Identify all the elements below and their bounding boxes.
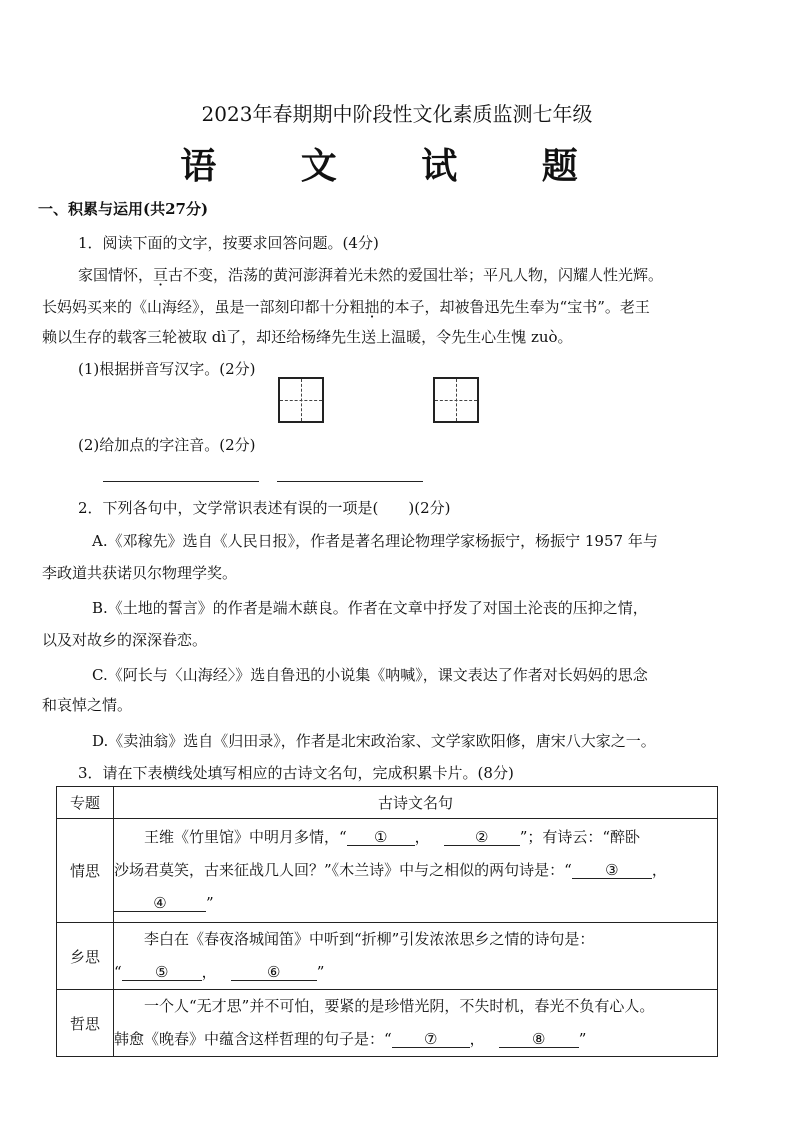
- q2-option-c-line2: 和哀悼之情。: [42, 696, 133, 714]
- dotted-char-2: 拙: [364, 298, 380, 316]
- blank-8[interactable]: ⑧: [499, 1032, 579, 1048]
- q1-passage-line1: 家国情怀，亘古不变，浩荡的黄河澎湃着光未然的爱国壮举；平凡人物，闪耀人性光辉。: [78, 266, 664, 284]
- q2-option-c-line1: C.《阿长与〈山海经〉》选自鲁迅的小说集《呐喊》，课文表达了作者对长妈妈的思念: [92, 666, 648, 684]
- q2-option-a-line2: 李政道共获诺贝尔物理学奖。: [42, 564, 238, 582]
- exam-subtitle: 2023年春期期中阶段性文化素质监测七年级: [201, 102, 593, 126]
- topic-xiangsi: 乡思: [57, 923, 114, 990]
- blank-3[interactable]: ③: [572, 863, 652, 879]
- q2-option-b-line1: B.《土地的誓言》的作者是端木蕻良。作者在文章中抒发了对国土沦丧的压抑之情，: [92, 599, 648, 617]
- col-header-topic: 专题: [57, 787, 114, 819]
- table-row-xiangsi: [57, 923, 718, 990]
- q1-passage-line3: 赖以生存的载客三轮被取 dì了，却还给杨绛先生送上温暖，令先生心生愧 zuò。: [42, 328, 573, 346]
- tianzige-box-1[interactable]: [278, 377, 324, 423]
- blank-6[interactable]: ⑥: [231, 965, 317, 981]
- q2-option-b-line2: 以及对故乡的深深眷恋。: [42, 631, 208, 649]
- q1-passage-line2: 长妈妈买来的《山海经》，虽是一部刻印都十分粗拙的本子，却被鲁迅先生奉为“宝书”。老王: [42, 298, 650, 316]
- blank-2[interactable]: ②: [444, 830, 520, 846]
- q1-stem: 1．阅读下面的文字，按要求回答问题。(4分): [78, 234, 379, 252]
- table-row-zhesi: [57, 990, 718, 1057]
- verses-xiangsi: 李白在《春夜洛城闻笛》中听到“折柳”引发浓浓思乡之情的诗句是： “ ⑤ ， ⑥ ”: [114, 923, 718, 990]
- q2-stem: 2．下列各句中，文学常识表述有误的一项是( )(2分): [78, 499, 451, 517]
- q2-option-d: D.《卖油翁》选自《归田录》，作者是北宋政治家、文学家欧阳修，唐宋八大家之一。: [92, 732, 656, 750]
- blank-1[interactable]: ①: [347, 830, 415, 846]
- blank-7[interactable]: ⑦: [392, 1032, 470, 1048]
- exam-title: 语 文 试 题: [180, 145, 614, 187]
- tianzige-box-2[interactable]: [433, 377, 479, 423]
- topic-zhesi: 哲思: [57, 990, 114, 1057]
- verses-zhesi: 一个人“无才思”并不可怕，要紧的是珍惜光阴，不失时机，春光不负有心人。 韩愈《晚春》中蕴含这样哲理的句子是：“ ⑦ ， ⑧ ”: [114, 990, 718, 1057]
- q3-stem: 3．请在下表横线处填写相应的古诗文名句，完成积累卡片。(8分): [78, 764, 514, 782]
- blank-5[interactable]: ⑤: [122, 965, 202, 981]
- table-row-qingsi: [57, 819, 718, 923]
- blank-4[interactable]: ④: [114, 896, 206, 912]
- q1-sub2: (2)给加点的字注音。(2分): [78, 436, 256, 454]
- answer-line-1[interactable]: [103, 481, 259, 482]
- q1-sub1: (1)根据拼音写汉字。(2分): [78, 360, 256, 378]
- section-1-title: 一、积累与运用(共27分): [38, 200, 209, 218]
- col-header-verses: 古诗文名句: [114, 787, 718, 819]
- q2-option-a-line1: A.《邓稼先》选自《人民日报》，作者是著名理论物理学家杨振宁，杨振宁 1957 年与: [92, 532, 658, 550]
- dotted-char-1: 亘: [153, 266, 169, 284]
- answer-line-2[interactable]: [277, 481, 423, 482]
- verses-qingsi: 王维《竹里馆》中明月多情，“ ① ， ② ”；有诗云：“醉卧 沙场君莫笑，古来征战几人回？”《木兰诗》中与之相似的两句诗是：“ ③ ， ④ ”: [114, 819, 718, 923]
- topic-qingsi: 情思: [57, 819, 114, 923]
- poem-card-table: [56, 786, 718, 1057]
- table-header-row: [57, 787, 718, 819]
